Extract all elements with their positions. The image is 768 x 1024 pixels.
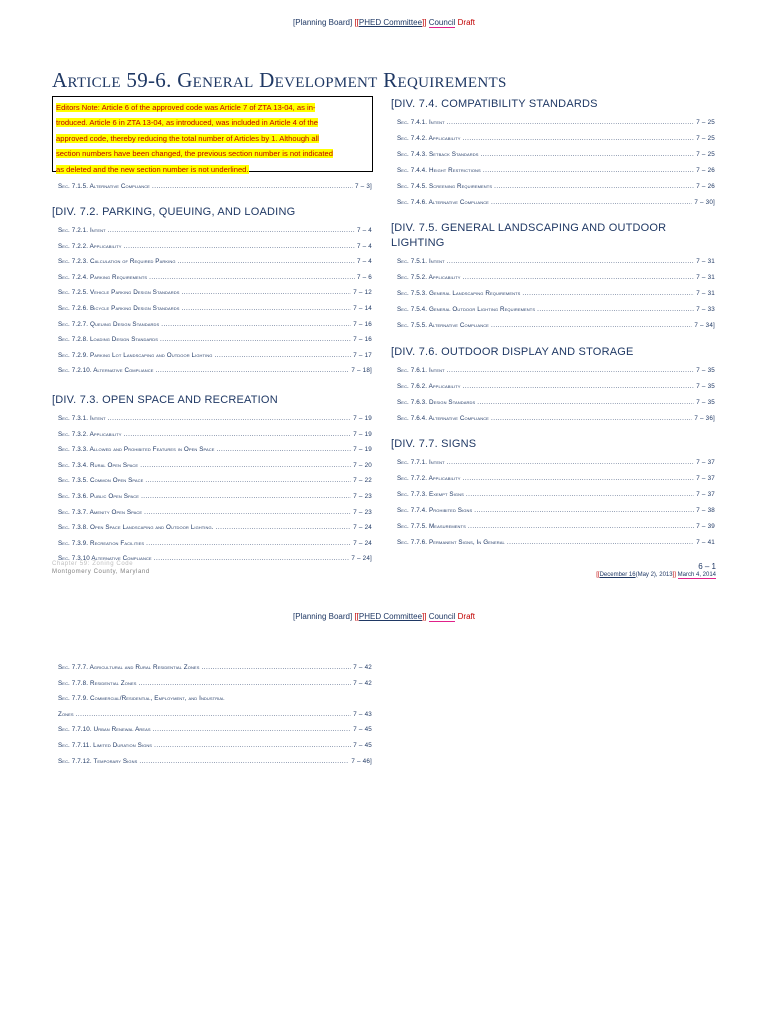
toc-entry[interactable] — [58, 737, 372, 749]
toc-leader-dots — [154, 742, 351, 749]
toc-entry-label: Sec. 7.7.8. Residential Zones — [58, 679, 137, 687]
toc-entry-page: 7 – 23 — [353, 493, 372, 500]
footer-date-close: ]] — [672, 572, 676, 578]
header-planning-board: Planning Board — [295, 612, 350, 621]
toc-entry-page: 7 – 20 — [353, 461, 372, 469]
toc-entry-page: 7 – 23 — [353, 508, 372, 516]
toc-leader-dots — [447, 119, 695, 126]
toc-leader-dots — [153, 726, 352, 733]
editors-note-line: section numbers have been changed, the previous section number is not indicated — [56, 149, 333, 159]
header-phed-open: [[ — [354, 18, 359, 27]
toc-entry-label: Sec. 7.4.6. Alternative Compliance — [397, 198, 489, 206]
toc-entry-label: Zones — [58, 710, 74, 718]
toc-entry-page: 7 – 42 — [353, 679, 372, 687]
toc-leader-dots — [463, 135, 695, 142]
toc-entry-label: Sec. 7.7.11. Limited Duration Signs — [58, 742, 153, 749]
header-phed-close: ]] — [422, 612, 427, 621]
footer-county: Montgomery County, Maryland — [52, 569, 150, 575]
toc-entry-page: 7 – 16 — [353, 336, 372, 344]
toc-entry-label: Sec. 7.7.5. Measurements — [397, 522, 466, 530]
toc-leader-dots — [474, 507, 694, 514]
toc-entry-label: Sec. 7.3.4. Rural Open Space — [58, 461, 139, 469]
toc-entry-page: 7 – 37 — [696, 474, 715, 482]
toc-entry[interactable] — [397, 114, 715, 126]
toc-leader-dots — [139, 758, 349, 765]
toc-leader-dots — [447, 367, 695, 374]
toc-entry-label: Sec. 7.3.2. Applicability — [58, 430, 122, 438]
toc-entry-page: 7 – 39 — [696, 522, 715, 530]
toc-entry[interactable] — [397, 518, 715, 530]
toc-entry[interactable] — [397, 362, 715, 374]
toc-leader-dots — [481, 151, 695, 158]
toc-entry-page: 7 – 17 — [353, 351, 372, 359]
toc-entry[interactable] — [58, 675, 372, 687]
header-planning-board: Planning Board — [295, 18, 350, 27]
toc-entry-page: 7 – 24] — [351, 555, 372, 563]
toc-entry[interactable] — [58, 706, 372, 718]
toc-entry-label: Sec. 7.6.4. Alternative Compliance — [397, 414, 489, 422]
toc-entry-page: 7 – 34] — [694, 321, 715, 329]
toc-entry-page: 7 – 45 — [353, 742, 372, 749]
toc-entry-page: 7 – 26 — [696, 166, 715, 174]
toc-entry-page: 7 – 38 — [696, 506, 715, 514]
toc-entry[interactable] — [58, 753, 372, 765]
toc-leader-dots — [463, 274, 695, 281]
toc-leader-dots — [447, 459, 695, 466]
division-heading: [DIV. 7.6. OUTDOOR DISPLAY AND STORAGE — [391, 346, 634, 358]
right-toc-column — [391, 0, 715, 570]
toc-entry-label: Sec. 7.5.4. General Outdoor Lighting Requirements — [397, 305, 536, 313]
toc-entry-label: Sec. 7.2.10. Alternative Compliance — [58, 367, 154, 375]
header-council: Council — [428, 612, 456, 621]
toc-entry[interactable] — [397, 162, 715, 174]
header-draft: Draft — [457, 18, 475, 27]
toc-entry-label: Sec. 7.2.8. Loading Design Standards — [58, 336, 159, 344]
toc-entry-page: 7 – 19 — [353, 430, 372, 438]
header-phed-committee: PHED Committee — [358, 18, 423, 27]
toc-leader-dots — [76, 711, 352, 718]
toc-entry-page: 7 – 45 — [353, 726, 372, 734]
toc-entry[interactable] — [397, 410, 715, 422]
toc-entry-label: Sec. 7.7.10. Urban Renewal Areas — [58, 726, 151, 734]
toc-entry-label: Sec. 7.7.6. Permanent Signs, In General — [397, 538, 505, 546]
toc-leader-dots — [494, 183, 694, 190]
editors-note-line: Editors Note: Article 6 of the approved code was Article 7 of ZTA 13-04, as in- — [56, 103, 316, 112]
toc-entry-page: 7 – 35 — [696, 382, 715, 390]
toc-leader-dots — [483, 167, 694, 174]
toc-entry[interactable] — [397, 146, 715, 158]
toc-entry-page: 7 – 19 — [353, 446, 372, 454]
toc-leader-dots — [447, 258, 695, 265]
toc-entry-label: Sec. 7.7.12. Temporary Signs — [58, 757, 138, 765]
toc-leader-dots — [537, 306, 694, 313]
toc-entry-label: Sec. 7.5.2. Applicability — [397, 273, 461, 281]
toc-entry-label: Sec. 7.7.7. Agricultural and Rural Residential Zones — [58, 664, 200, 671]
toc-entry[interactable] — [58, 690, 372, 702]
toc-entry-label: Sec. 7.2.4. Parking Requirements — [58, 273, 148, 281]
footer-date — [596, 572, 716, 578]
toc-entry-label: Sec. 7.4.4. Height Restrictions — [397, 166, 481, 174]
toc-entry[interactable] — [397, 317, 715, 329]
toc-entry-label: Sec. 7.3.10 Alternative Compliance — [58, 555, 152, 563]
toc-entry[interactable] — [397, 130, 715, 142]
toc-entry-label: Sec. 7.3.3. Allowed and Prohibited Features in Open Space — [58, 446, 215, 454]
header-phed-open: [[ — [354, 612, 359, 621]
toc-entry-page: 7 – 4 — [356, 258, 372, 266]
toc-entry[interactable] — [397, 502, 715, 514]
toc-entry-label: Sec. 7.2.1. Intent — [58, 227, 106, 234]
toc-leader-dots — [491, 199, 692, 206]
toc-entry-page: 7 – 41 — [696, 538, 715, 546]
editors-note-line: as deleted and the new section number is not underlined. — [56, 164, 249, 174]
toc-entry[interactable] — [58, 659, 372, 671]
toc-entry[interactable] — [397, 178, 715, 190]
toc-entry-label: Sec. 7.1.5. Alternative Compliance — [58, 183, 150, 190]
toc-entry-label: Sec. 7.6.3. Design Standards — [397, 398, 476, 406]
toc-entry-page: 7 – 35 — [696, 398, 715, 406]
footer-date-old: December 16 — [599, 572, 636, 578]
toc-entry-label: Sec. 7.4.1. Intent — [397, 119, 445, 126]
toc-entry-page: 7 – 35 — [696, 367, 715, 374]
toc-entry-page: 7 – 14 — [353, 305, 372, 312]
footer-date-new: March 4, 2014 — [677, 572, 716, 578]
toc-entry-label: Sec. 7.2.6. Bicycle Parking Design Standards — [58, 305, 180, 312]
header-phed-close: ]] — [422, 18, 427, 27]
toc-entry-label: Sec. 7.2.5. Vehicle Parking Design Standards — [58, 289, 180, 297]
toc-entry-label: Sec. 7.3.6. Public Open Space — [58, 493, 140, 500]
toc-leader-dots — [463, 475, 695, 482]
toc-entry-label: Sec. 7.3.1. Intent — [58, 415, 106, 422]
toc-entry-label: Sec. 7.6.1. Intent — [397, 367, 445, 374]
header-bracket-open: [ — [293, 18, 296, 27]
toc-entry-label: Sec. 7.2.2. Applicability — [58, 242, 122, 250]
toc-entry-label: Sec. 7.5.1. Intent — [397, 258, 445, 265]
toc-entry[interactable] — [397, 378, 715, 390]
division-heading: [DIV. 7.3. OPEN SPACE AND RECREATION — [52, 394, 278, 406]
toc-entry-page: 7 – 4 — [356, 227, 372, 234]
header-bracket-close: ] — [349, 18, 353, 27]
toc-entry-page: 7 – 36] — [694, 414, 715, 422]
toc-entry-page: 7 – 31 — [696, 258, 715, 265]
toc-entry[interactable] — [397, 301, 715, 313]
toc-entry-page: 7 – 26 — [696, 182, 715, 190]
toc-entry-label: Sec. 7.3.8. Open Space Landscaping and Outdoor Lighting. — [58, 524, 214, 532]
toc-entry-label: Sec. 7.2.9. Parking Lot Landscaping and Outdoor Lighting — [58, 351, 213, 359]
header-draft: Draft — [457, 612, 475, 621]
toc-entry-page: 7 – 33 — [696, 305, 715, 313]
toc-entry-page: 7 – 37 — [696, 459, 715, 466]
toc-entry-page: 7 – 16 — [353, 320, 372, 328]
toc-entry[interactable] — [397, 454, 715, 466]
article-title: Article 59-6. General Development Requirements — [52, 68, 507, 92]
toc-entry-page: 7 – 4 — [356, 242, 372, 250]
division-heading: [DIV. 7.4. COMPATIBILITY STANDARDS — [391, 98, 598, 110]
toc-entry-page: 7 – 12 — [353, 289, 372, 297]
toc-leader-dots — [477, 399, 694, 406]
footer-date-open: [[ — [596, 572, 600, 578]
toc-entry-page: 7 – 24 — [353, 539, 372, 547]
toc-leader-dots — [138, 680, 351, 687]
toc-entry[interactable] — [397, 194, 715, 206]
toc-entry-page: 7 – 24 — [353, 524, 372, 532]
toc-entry-page: 7 – 19 — [353, 415, 372, 422]
toc-entry-page: 7 – 25 — [696, 150, 715, 158]
toc-entry[interactable] — [397, 285, 715, 297]
toc-entry-page: 7 – 46] — [351, 757, 372, 765]
toc-entry-label: Sec. 7.3.5. Common Open Space — [58, 477, 144, 485]
footer-date-paren: (May 2), 2013 — [635, 572, 673, 578]
toc-entry-page: 7 – 3] — [355, 183, 372, 190]
toc-leader-dots — [491, 415, 692, 422]
toc-entry-label: Sec. 7.5.5. Alternative Compliance — [397, 321, 489, 329]
toc-entry-label: Sec. 7.2.7. Queuing Design Standards — [58, 320, 160, 328]
page2-toc-column — [58, 0, 372, 1024]
header-council: Council — [428, 18, 456, 27]
toc-entry-page: 7 – 25 — [696, 134, 715, 142]
toc-leader-dots — [201, 664, 351, 671]
toc-entry-label: Sec. 7.4.5. Screening Requirements — [397, 182, 493, 190]
toc-entry[interactable] — [397, 534, 715, 546]
header-phed-committee: PHED Committee — [358, 612, 423, 621]
toc-entry-label: Sec. 7.4.3. Setback Standards — [397, 150, 479, 158]
toc-entry[interactable] — [397, 269, 715, 281]
toc-entry-page: 7 – 31 — [696, 289, 715, 297]
footer-code-name: Chapter 59: Zoning Code — [52, 561, 134, 567]
toc-entry-page: 7 – 6 — [356, 273, 372, 281]
toc-entry-label: Sec. 7.5.3. General Landscaping Requirements — [397, 289, 521, 297]
toc-entry-page: 7 – 31 — [696, 273, 715, 281]
toc-entry[interactable] — [397, 253, 715, 265]
toc-entry-page: 7 – 22 — [353, 477, 372, 485]
editors-note-line: troduced. Article 6 in ZTA 13-04, as introduced, was included in Article 4 of the — [56, 118, 318, 128]
toc-entry-page: 7 – 25 — [696, 119, 715, 126]
toc-entry-label: Sec. 7.7.2. Applicability — [397, 474, 461, 482]
toc-leader-dots — [507, 539, 694, 546]
toc-leader-dots — [491, 322, 692, 329]
toc-entry[interactable] — [397, 486, 715, 498]
toc-entry[interactable] — [397, 470, 715, 482]
toc-entry-page: 7 – 43 — [353, 710, 372, 718]
footer-page-number: 6 – 1 — [698, 562, 716, 571]
toc-entry-page: 7 – 18] — [351, 367, 372, 375]
toc-leader-dots — [468, 523, 694, 530]
division-heading: [DIV. 7.5. GENERAL LANDSCAPING AND OUTDOOR — [391, 222, 667, 234]
toc-leader-dots — [466, 491, 694, 498]
toc-entry-label: Sec. 7.3.9. Recreation Facilities — [58, 539, 145, 547]
division-heading: [DIV. 7.7. SIGNS — [391, 438, 477, 450]
toc-leader-dots — [522, 290, 694, 297]
toc-entry-label: Sec. 7.7.9. Commercial/Residential, Employment, and Industrial — [58, 695, 225, 703]
header-bracket-close: ] — [349, 612, 353, 621]
division-heading: [DIV. 7.2. PARKING, QUEUING, AND LOADING — [52, 206, 296, 218]
toc-entry-page: 7 – 42 — [353, 664, 372, 671]
toc-leader-dots — [463, 383, 695, 390]
header-bracket-open: [ — [293, 612, 296, 621]
toc-entry-label: Sec. 7.2.3. Calculation of Required Parking — [58, 258, 176, 266]
editors-note-line: approved code, thereby reducing the total number of Articles by 1. Although all — [56, 133, 319, 143]
toc-entry-page: 7 – 30] — [694, 198, 715, 206]
toc-entry[interactable] — [397, 394, 715, 406]
toc-entry-label: Sec. 7.6.2. Applicability — [397, 382, 461, 390]
toc-entry-page: 7 – 37 — [696, 490, 715, 498]
toc-entry-label: Sec. 7.7.3. Exempt Signs — [397, 490, 464, 498]
toc-entry[interactable] — [58, 721, 372, 733]
toc-entry-label: Sec. 7.7.4. Prohibited Signs — [397, 506, 473, 514]
division-heading: LIGHTING — [391, 237, 445, 249]
toc-entry-label: Sec. 7.4.2. Applicability — [397, 134, 461, 142]
toc-entry-label: Sec. 7.7.1. Intent — [397, 459, 445, 466]
toc-entry-label: Sec. 7.3.7. Amenity Open Space — [58, 508, 143, 516]
